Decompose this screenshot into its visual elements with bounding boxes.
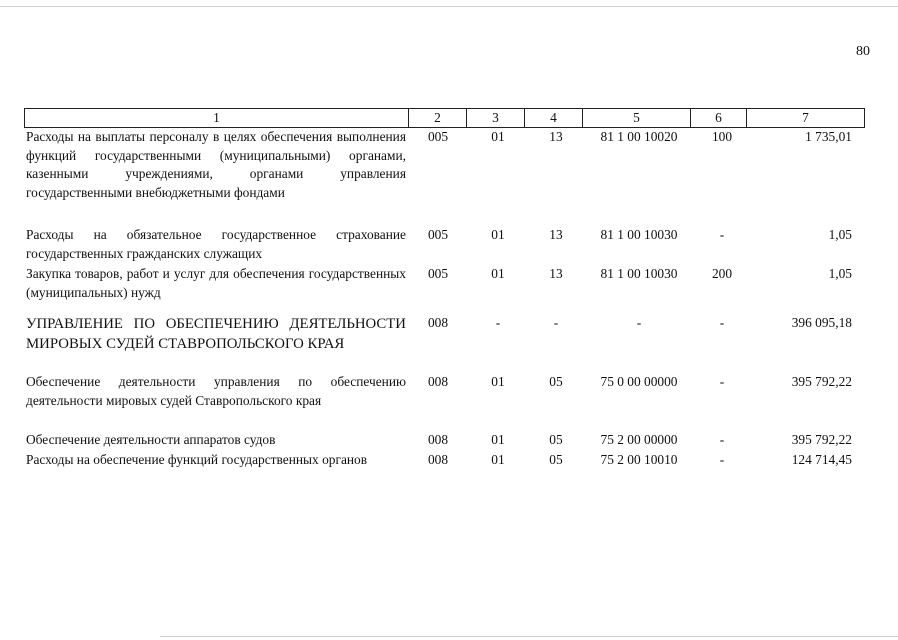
row-name: Закупка товаров, работ и услуг для обеспечения государственных (муниципальных) нужд — [26, 266, 406, 300]
column-header-2: 2 — [409, 109, 467, 128]
row-code-target: 81 1 00 10020 — [600, 129, 678, 144]
row-code-target: 75 0 00 00000 — [600, 374, 678, 389]
row-name: Обеспечение деятельности аппаратов судов — [26, 432, 276, 447]
column-header-1: 1 — [25, 109, 409, 128]
row-code-section: 01 — [491, 266, 505, 281]
row-name: Расходы на выплаты персоналу в целях обеспечения выполнения функций государственными (муниципальными) органами, казенными учреждениями, органами управления государственными внебюджетными фондами — [26, 129, 406, 200]
row-name: УПРАВЛЕНИЕ ПО ОБЕСПЕЧЕНИЮ ДЕЯТЕЛЬНОСТИ МИРОВЫХ СУДЕЙ СТАВРОПОЛЬСКОГО КРАЯ — [26, 316, 406, 352]
row-code-subsection: 05 — [549, 452, 563, 467]
row-code-target: 81 1 00 10030 — [600, 266, 678, 281]
row-code-expense-type: - — [719, 315, 725, 330]
row-amount: 395 792,22 — [791, 374, 852, 389]
row-code-subsection: 13 — [549, 227, 563, 242]
row-code-ministry: 008 — [427, 315, 449, 330]
row-code-ministry: 008 — [427, 374, 449, 389]
row-name: Расходы на обязательное государственное страхование государственных гражданских служащих — [26, 227, 406, 261]
row-code-subsection: 05 — [549, 432, 563, 447]
scan-edge-bottom — [160, 636, 898, 637]
row-code-section: - — [495, 315, 501, 330]
row-amount: 1,05 — [828, 227, 852, 242]
row-code-expense-type: - — [719, 227, 725, 242]
row-amount: 124 714,45 — [791, 452, 852, 467]
row-code-target: 75 2 00 10010 — [600, 452, 678, 467]
row-code-section: 01 — [491, 452, 505, 467]
column-header-3: 3 — [467, 109, 525, 128]
row-code-ministry: 008 — [427, 432, 449, 447]
row-amount: 1 735,01 — [805, 129, 852, 144]
column-header-7: 7 — [747, 109, 865, 128]
row-amount: 1,05 — [828, 266, 852, 281]
row-code-section: 01 — [491, 374, 505, 389]
row-code-target: 81 1 00 10030 — [600, 227, 678, 242]
column-header-table — [24, 108, 865, 128]
row-code-subsection: 13 — [549, 129, 563, 144]
row-code-section: 01 — [491, 129, 505, 144]
row-code-section: 01 — [491, 432, 505, 447]
row-code-expense-type: 100 — [711, 129, 733, 144]
row-code-expense-type: - — [719, 374, 725, 389]
row-code-target: - — [636, 315, 642, 330]
row-code-expense-type: 200 — [711, 266, 733, 281]
column-header-6: 6 — [691, 109, 747, 128]
page-number: 80 — [856, 44, 870, 59]
row-code-subsection: 05 — [549, 374, 563, 389]
row-code-target: 75 2 00 00000 — [600, 432, 678, 447]
scan-edge-top — [0, 6, 898, 7]
row-name: Расходы на обеспечение функций государственных органов — [26, 452, 368, 467]
row-code-subsection: - — [553, 315, 559, 330]
row-code-ministry: 008 — [427, 452, 449, 467]
column-header-row — [25, 109, 865, 128]
row-code-expense-type: - — [719, 452, 725, 467]
row-amount: 395 792,22 — [791, 432, 852, 447]
column-header-4: 4 — [525, 109, 583, 128]
row-code-ministry: 005 — [427, 129, 449, 144]
row-code-subsection: 13 — [549, 266, 563, 281]
row-code-ministry: 005 — [427, 227, 449, 242]
column-header-5: 5 — [583, 109, 691, 128]
row-name: Обеспечение деятельности управления по обеспечению деятельности мировых судей Ставропольского края — [26, 374, 406, 408]
row-code-section: 01 — [491, 227, 505, 242]
row-code-expense-type: - — [719, 432, 725, 447]
row-amount: 396 095,18 — [791, 315, 852, 330]
row-code-ministry: 005 — [427, 266, 449, 281]
